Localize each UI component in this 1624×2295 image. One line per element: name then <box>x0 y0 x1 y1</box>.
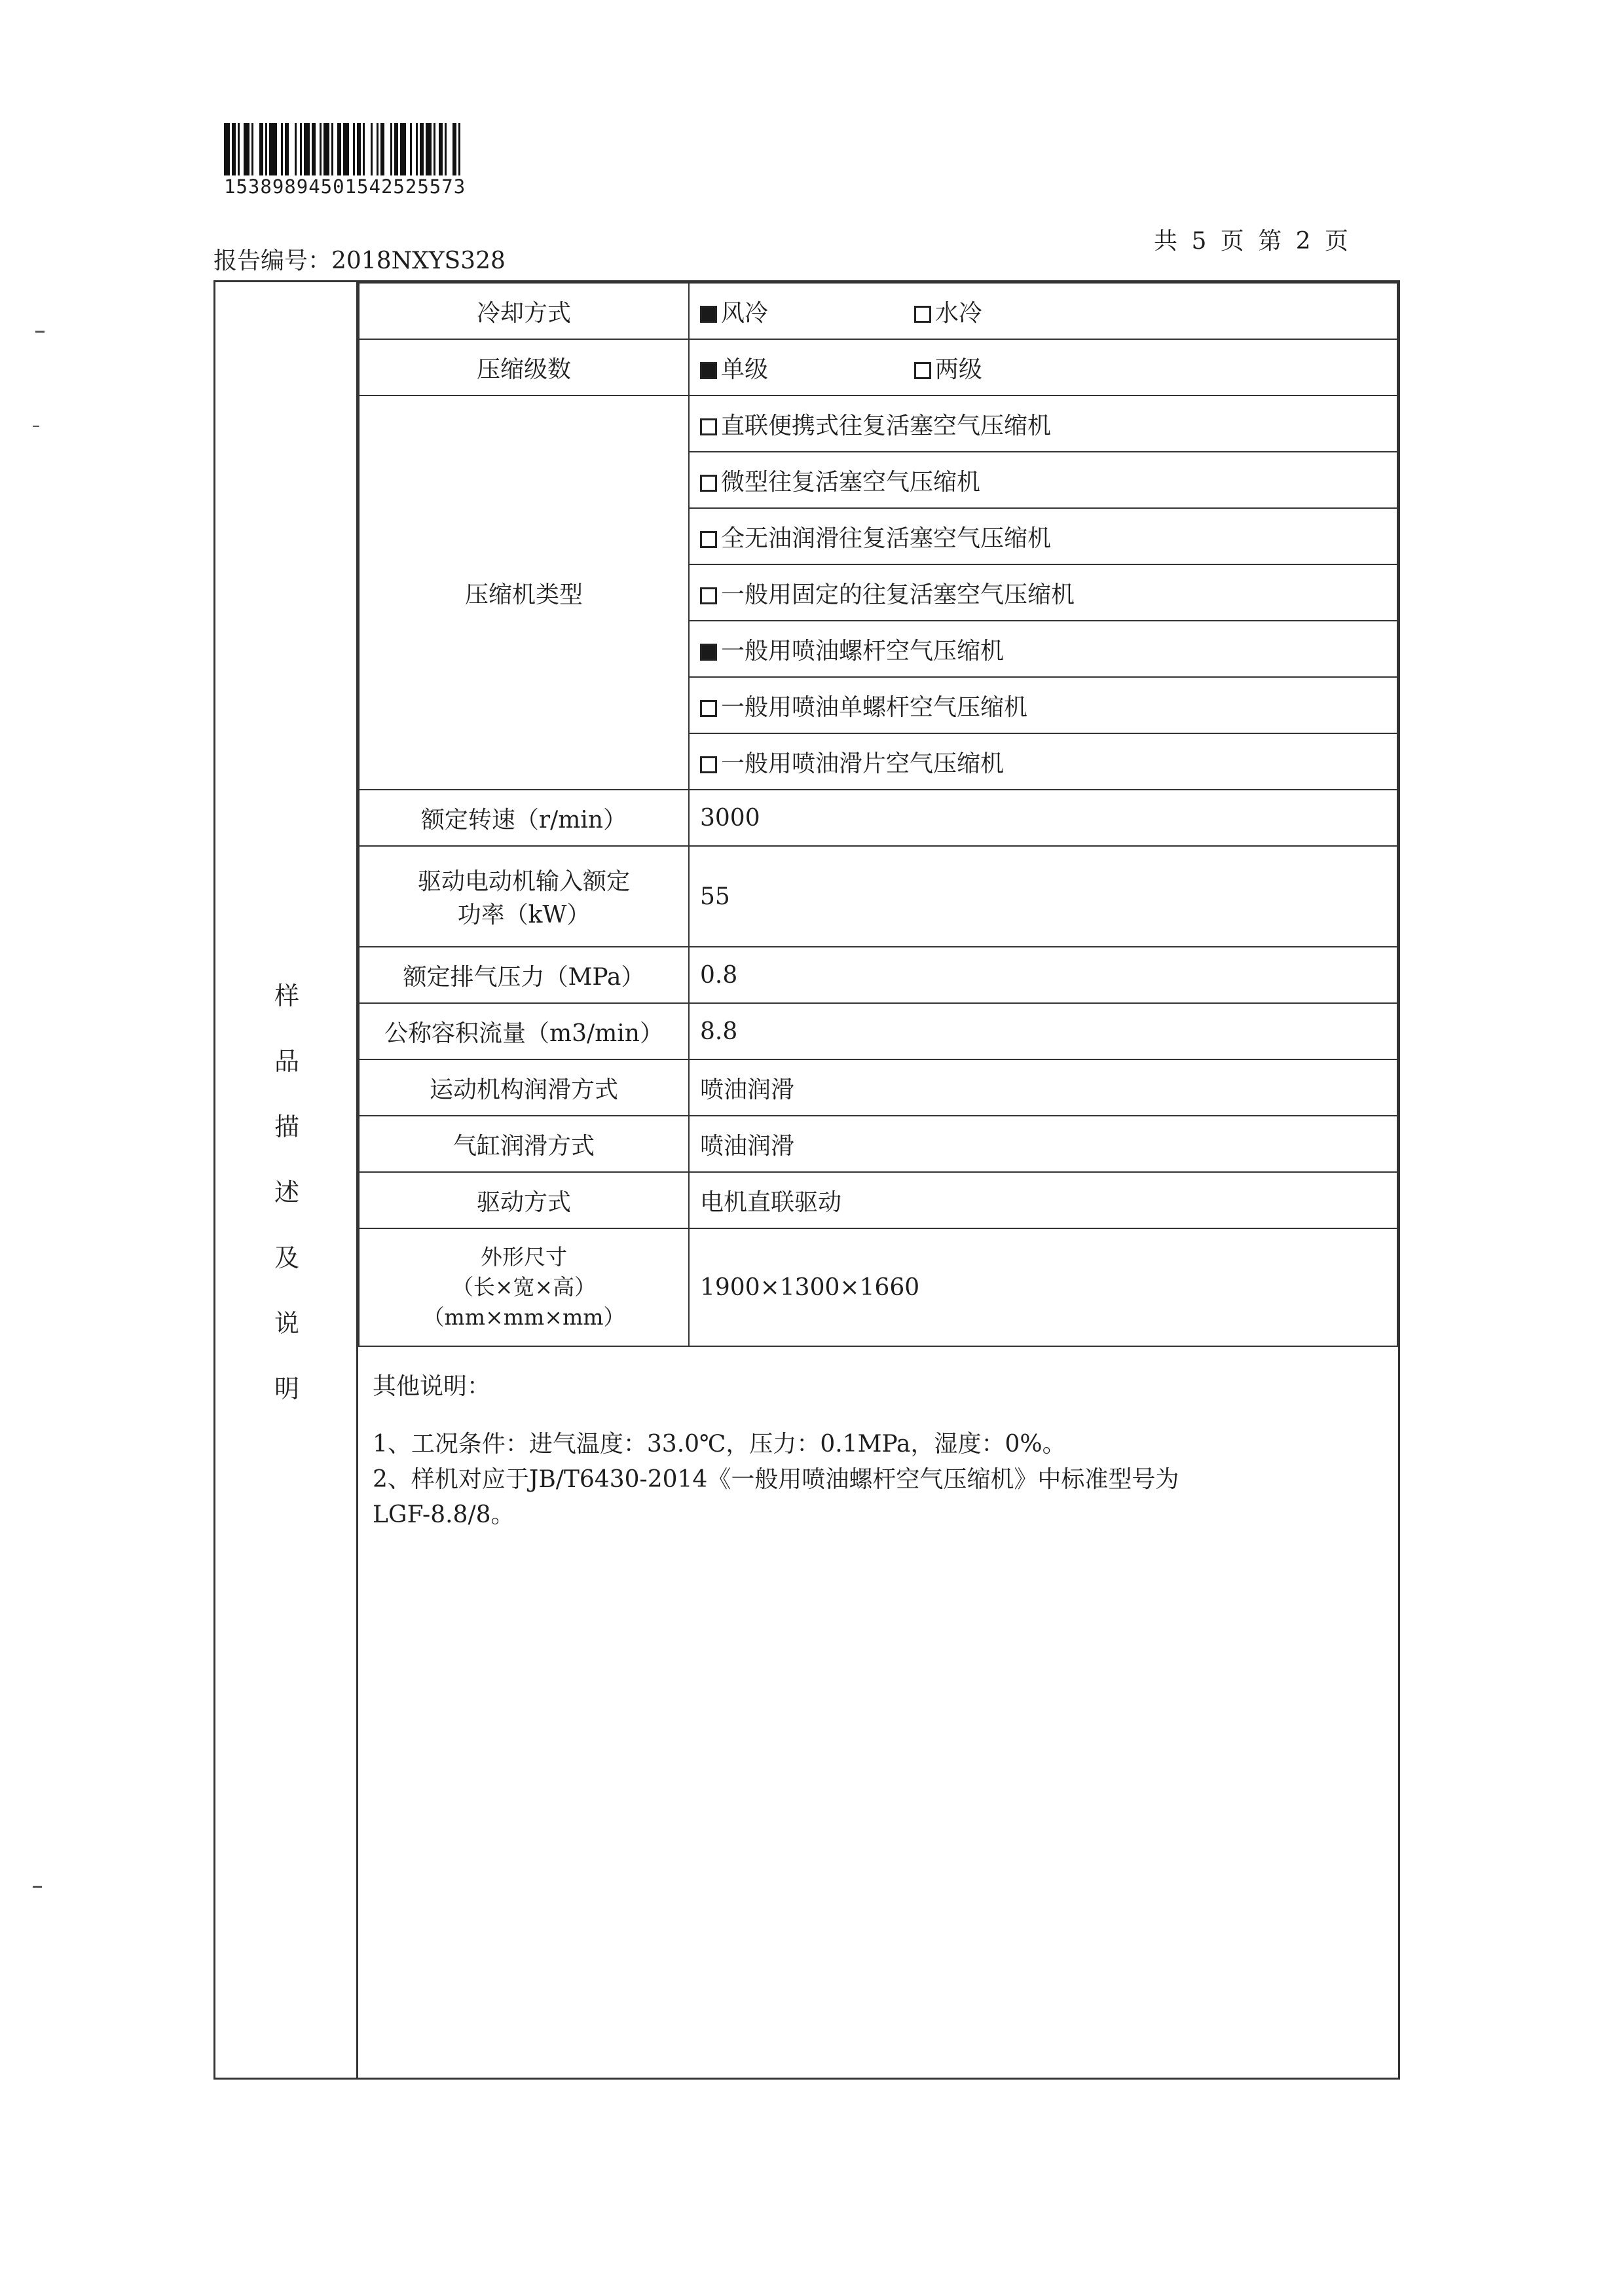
side-char: 说 <box>274 1309 299 1338</box>
option-label: 直联便携式往复活塞空气压缩机 <box>721 412 1052 439</box>
type-option <box>689 395 1397 452</box>
checkbox-type-5 <box>700 644 717 661</box>
barcode <box>224 123 465 175</box>
motion-lube-value: 喷油润滑 <box>689 1059 1397 1116</box>
checkbox-type-1 <box>700 418 717 435</box>
drive-value: 电机直联驱动 <box>689 1172 1397 1228</box>
checkbox-two-stage <box>914 362 931 379</box>
side-char: 明 <box>274 1374 299 1403</box>
checkbox-type-2 <box>700 475 717 492</box>
side-char: 描 <box>274 1112 299 1141</box>
speed-label: 额定转速（r/min） <box>359 790 689 846</box>
table-row <box>359 395 1397 452</box>
option-label: 两级 <box>934 356 982 383</box>
option-label: 微型往复活塞空气压缩机 <box>721 468 981 496</box>
type-option <box>689 452 1397 508</box>
option-label: 一般用固定的往复活塞空气压缩机 <box>721 581 1075 608</box>
side-char: 及 <box>274 1243 299 1272</box>
table-row <box>359 1059 1397 1116</box>
dims-label <box>359 1228 689 1346</box>
type-option <box>689 677 1397 733</box>
checkbox-type-6 <box>700 700 717 717</box>
cyl-lube-label: 气缸润滑方式 <box>359 1116 689 1172</box>
spec-table <box>358 282 1398 1347</box>
stages-label: 压缩级数 <box>359 339 689 395</box>
stages-options <box>689 339 1397 395</box>
dims-label-line: 外形尺寸 <box>481 1244 567 1270</box>
checkbox-single-stage <box>700 362 717 379</box>
drive-label: 驱动方式 <box>359 1172 689 1228</box>
page-info: 共 5 页 第 2 页 <box>1154 228 1349 255</box>
notes-line: 1、工况条件：进气温度：33.0℃，压力：0.1MPa，湿度：0%。 <box>373 1431 1066 1458</box>
checkbox-type-3 <box>700 531 717 548</box>
checkbox-type-7 <box>700 756 717 773</box>
notes-line: LGF-8.8/8。 <box>373 1501 515 1528</box>
side-label <box>215 963 358 1422</box>
cooling-label: 冷却方式 <box>359 283 689 339</box>
power-label-line: 功率（kW） <box>457 902 591 928</box>
report-number: 报告编号：2018NXYS328 <box>213 248 506 274</box>
checkbox-cooling-water <box>914 306 931 323</box>
side-char: 述 <box>274 1178 299 1207</box>
checkbox-cooling-air <box>700 306 717 323</box>
option-label: 水冷 <box>934 299 982 327</box>
table-row <box>359 1172 1397 1228</box>
side-char: 样 <box>274 982 299 1010</box>
scan-mark <box>33 1886 42 1888</box>
option-label: 一般用喷油滑片空气压缩机 <box>721 750 1005 777</box>
flow-value: 8.8 <box>689 1003 1397 1059</box>
table-row <box>359 1003 1397 1059</box>
option-label: 单级 <box>721 356 769 383</box>
option-label: 全无油润滑往复活塞空气压缩机 <box>721 524 1052 552</box>
power-label-line: 驱动电动机输入额定 <box>417 868 630 895</box>
power-value: 55 <box>689 846 1397 947</box>
table-row <box>359 846 1397 947</box>
table-row <box>359 947 1397 1003</box>
speed-value: 3000 <box>689 790 1397 846</box>
checkbox-type-4 <box>700 587 717 604</box>
cyl-lube-value: 喷油润滑 <box>689 1116 1397 1172</box>
flow-label: 公称容积流量（m3/min） <box>359 1003 689 1059</box>
cooling-options <box>689 283 1397 339</box>
option-label: 风冷 <box>721 299 769 327</box>
table-row <box>359 790 1397 846</box>
pressure-label: 额定排气压力（MPa） <box>359 947 689 1003</box>
sample-description-frame <box>213 280 1400 2080</box>
table-row <box>359 1116 1397 1172</box>
motion-lube-label: 运动机构润滑方式 <box>359 1059 689 1116</box>
dims-label-line: （mm×mm×mm） <box>422 1304 625 1330</box>
type-option <box>689 564 1397 621</box>
table-row <box>359 1228 1397 1346</box>
type-option <box>689 508 1397 564</box>
type-option <box>689 733 1397 790</box>
type-option <box>689 621 1397 677</box>
notes-section <box>358 1346 1398 1556</box>
pressure-value: 0.8 <box>689 947 1397 1003</box>
table-row <box>359 283 1397 339</box>
side-char: 品 <box>274 1047 299 1076</box>
scan-mark <box>33 426 39 427</box>
scan-mark <box>35 331 45 333</box>
side-label-column <box>215 282 358 2078</box>
type-label: 压缩机类型 <box>359 395 689 790</box>
dims-label-line: （长×宽×高） <box>451 1274 597 1300</box>
option-label: 一般用喷油单螺杆空气压缩机 <box>721 693 1028 721</box>
option-label: 一般用喷油螺杆空气压缩机 <box>721 637 1005 665</box>
notes-line: 2、样机对应于JB/T6430-2014《一般用喷油螺杆空气压缩机》中标准型号为 <box>373 1466 1179 1493</box>
table-row <box>359 339 1397 395</box>
power-label <box>359 846 689 947</box>
dims-value: 1900×1300×1660 <box>689 1228 1397 1346</box>
notes-heading: 其他说明： <box>373 1373 491 1400</box>
barcode-number: 15389894501542525573 <box>224 175 466 198</box>
